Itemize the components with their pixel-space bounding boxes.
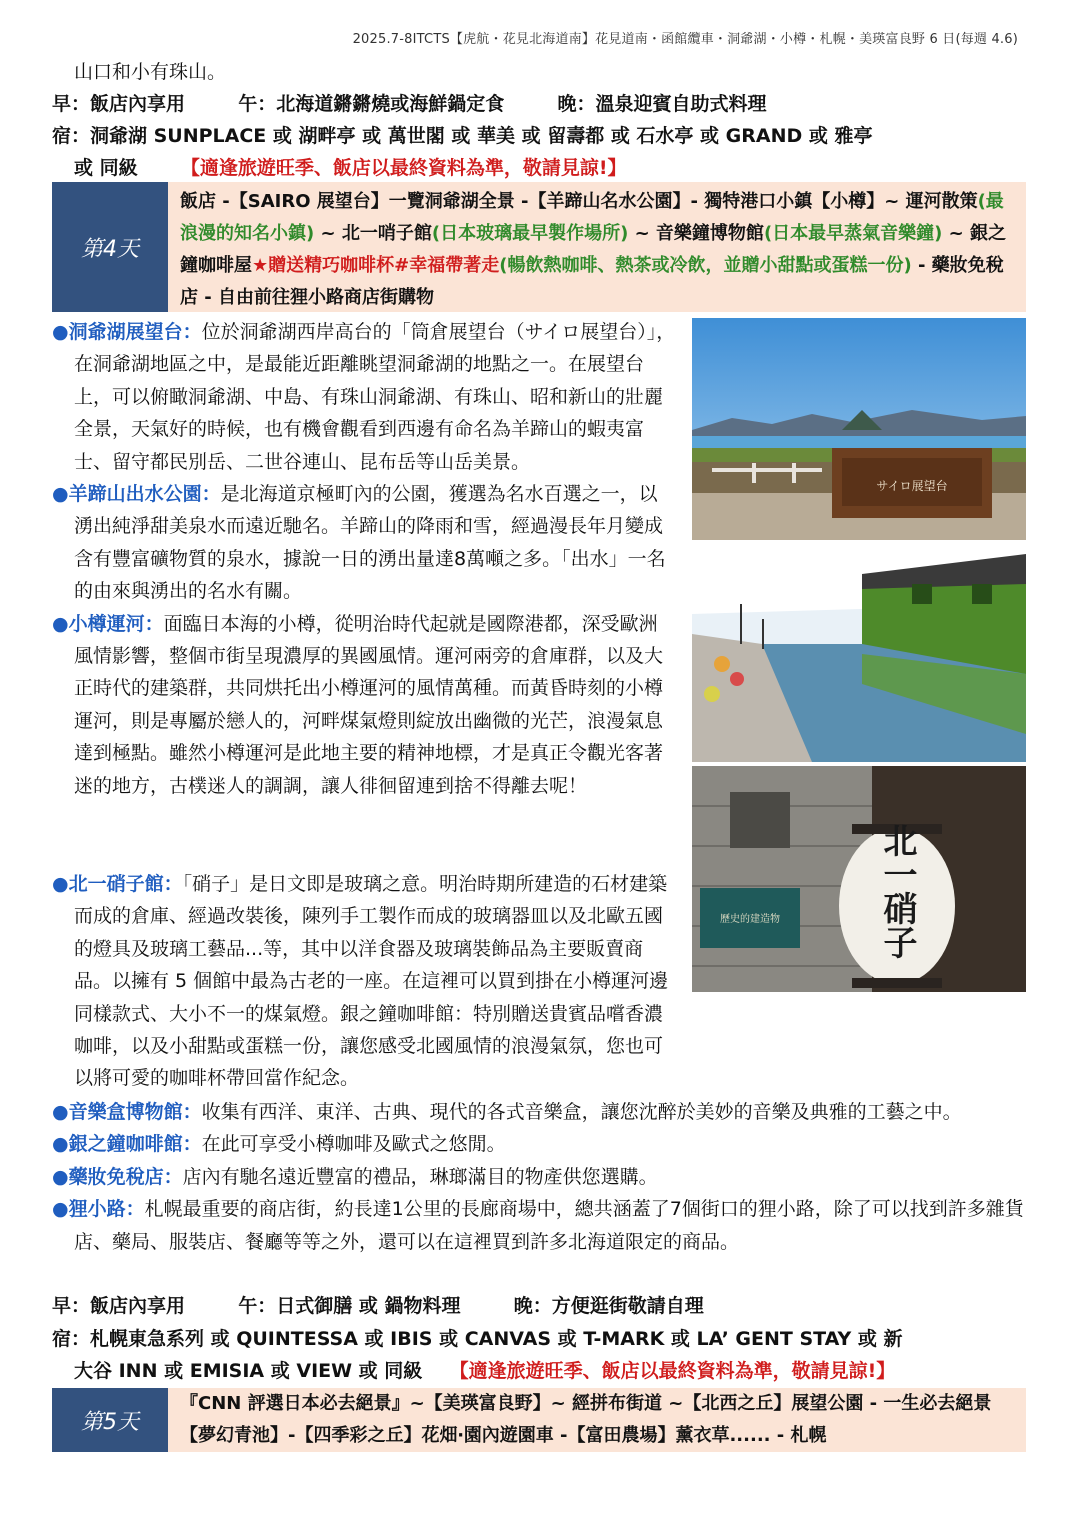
day4-hotel-or: 大谷 INN 或 EMISIA 或 VIEW 或 同級: [74, 1360, 423, 1382]
spot-drugstore: [52, 1161, 1026, 1193]
day4-it-p2-note: (日本玻璃最早製作場所): [431, 223, 629, 244]
spot-name: 羊蹄山出水公園：: [68, 483, 221, 506]
spot-cafe: [52, 1128, 1026, 1160]
spots-lower: [52, 1096, 1026, 1258]
day3-lunch: 午：北海道鏘鏘燒或海鮮鍋定食: [238, 93, 505, 115]
bullet-dot: ●: [52, 1198, 69, 1221]
day4-itinerary: [168, 182, 1026, 312]
bullet-dot: ●: [52, 873, 69, 895]
spot-name: 北一硝子館：: [68, 873, 183, 895]
photo-otaru-canal: [692, 544, 1026, 762]
spot-text: 面臨日本海的小樽，從明治時代起就是國際港都，深受歐洲風情影響，整個市街呈現濃厚的異國風情。運河兩旁的倉庫群，以及大正時代的建築群，共同烘托出小樽運河的風情萬種。而黃昏時刻的小樽運河，則是專屬於戀人的，河畔煤氣燈則綻放出幽微的光芒，浪漫氣息達到極點。雖然小樽運河是此地主要的精神地標，才是真正令觀光客著迷的地方，古樸迷人的調調，讓人徘徊留連到捨不得離去呢！: [74, 612, 664, 797]
bullet-dot: ●: [52, 1133, 69, 1156]
plaque-text: 歷史的建造物: [720, 914, 780, 925]
spot-tanukikoji: [52, 1193, 1026, 1258]
day4-it-p4: ~ 銀之鐘咖啡屋: [180, 223, 1007, 276]
page-header: 2025.7-8ITCTS【虎航・花見北海道南】花見道南・函館纜車・洞爺湖・小樽・札幌・美瑛富良野 6 日(每週 4.6): [352, 32, 1018, 47]
spot-lake-lookout: [52, 316, 676, 478]
bullet-dot: ●: [52, 1101, 69, 1123]
spot-canal: [52, 608, 676, 802]
day5-itinerary: 『CNN 評選日本必去絕景』~【美瑛富良野】~ 經拼布街道 ~【北西之丘】展望公園 - 一生必去絕景【夢幻青池】-【四季彩之丘】花畑‧園內遊園車 -【富田農場】薰衣草...... - 札幌: [168, 1388, 1026, 1452]
day4-it-p4-note: (暢飲熱咖啡、熱茶或冷飲，並贈小甜點或蛋糕一份): [499, 255, 912, 276]
spot-name: 洞爺湖展望台：: [68, 321, 202, 343]
day4-it-p3: ~ 音樂鐘博物館: [628, 223, 764, 244]
day4-banner: [52, 182, 1026, 312]
bullet-dot: ●: [52, 1165, 69, 1188]
spot-text: 店內有馳名遠近豐富的禮品，琳瑯滿目的物產供您選購。: [182, 1165, 658, 1188]
day4-label: 第4天: [52, 182, 168, 312]
day4-it-p5: - 藥妝免稅店 - 自由前往狸小路商店街購物: [180, 255, 1004, 308]
day4-lunch: 午：日式御膳 或 鍋物料理: [238, 1295, 461, 1317]
day4-meals: [52, 1290, 1026, 1322]
day3-meals: [52, 88, 1026, 120]
day4-hotel-note: 【適逢旅遊旺季、飯店以最終資料為準，敬請見諒!】: [449, 1360, 896, 1382]
spot-name: 狸小路：: [68, 1198, 145, 1221]
day3-breakfast: 早：飯店內享用: [52, 93, 186, 115]
day3-hotel-or: 或 同級: [74, 157, 138, 179]
spot-water-park: [52, 478, 676, 608]
bullet-dot: ●: [52, 612, 69, 635]
day3-intro-tail: 山口和小有珠山。: [74, 61, 227, 83]
lantern-text: 北一硝子: [877, 823, 917, 959]
day3-dinner: 晚：溫泉迎賓自助式料理: [557, 93, 767, 115]
spots-column: [52, 316, 676, 802]
spot-name: 小樽運河：: [68, 612, 164, 635]
day4-it-p1: 飯店 -【SAIRO 展望台】一覽洞爺湖全景 -【羊蹄山名水公園】- 獨特港口小鎮【小樽】~ 運河散策: [180, 191, 978, 212]
bullet-dot: ●: [52, 321, 69, 343]
day4-hotel-line1: 宿：札幌東急系列 或 QUINTESSA 或 IBIS 或 CANVAS 或 T-MARK 或 LA’ GENT STAY 或 新: [52, 1328, 903, 1350]
photo-otaru-canal-art: [692, 544, 1026, 762]
day4-dinner: 晚：方便逛街敬請自理: [513, 1295, 704, 1317]
spot-text: 「硝子」是日文即是玻璃之意。明治時期所建造的石材建築而成的倉庫、經過改裝後，陳列手工製作而成的玻璃器皿以及北歐五國的燈具及玻璃工藝品...等，其中以洋食器及玻璃裝飾品為主要販賣商品。以擁有 5 個館中最為古老的一座。在這裡可以買到掛在小樽運河邊同樣款式、大小不一的煤氣燈。銀之鐘咖啡館：特別贈送貴賓品嚐香濃咖啡，以及小甜點或蛋糕一份，讓您感受北國風情的浪漫氣氛，您也可以將可愛的咖啡杯帶回當作紀念。: [74, 873, 669, 1090]
day4-hotel-line2: [74, 1355, 1026, 1387]
spot-text: 收集有西洋、東洋、古典、現代的各式音樂盒，讓您沈醉於美妙的音樂及典雅的工藝之中。: [201, 1101, 962, 1123]
spot-text: 是北海道京極町內的公園，獲選為名水百選之一，以湧出純淨甜美泉水而遠近馳名。羊蹄山的降雨和雪，經過漫長年月變成含有豐富礦物質的泉水，據說一日的湧出量達8萬噸之多。「出水」一名的由來與湧出的名水有關。: [74, 483, 666, 603]
photo-kitaichi-glass-art: [692, 766, 1026, 992]
spot-text: 位於洞爺湖西岸高台的「筒倉展望台（サイロ展望台）」，在洞爺湖地區之中，是最能近距離眺望洞爺湖的地點之一。在展望台上，可以俯瞰洞爺湖、中島、有珠山洞爺湖、有珠山、昭和新山的壯麗全景，天氣好的時候，也有機會觀看到西邊有命名為羊蹄山的蝦夷富士、留守都民別岳、二世谷連山、昆布岳等山岳美景。: [74, 321, 676, 473]
day4-it-p2: ~ 北一哨子館: [314, 223, 432, 244]
photo-lake-lookout: [692, 318, 1026, 540]
spot-name: 藥妝免稅店：: [68, 1165, 183, 1188]
bullet-dot: ●: [52, 483, 69, 506]
spot-name: 音樂盒博物館：: [68, 1101, 202, 1123]
day4-it-p3-note: (日本最早蒸氣音樂鐘): [763, 223, 943, 244]
day4-breakfast: 早：飯店內享用: [52, 1295, 186, 1317]
day4-it-p1-note: (最浪漫的知名小鎮): [180, 191, 1004, 244]
day5-banner: [52, 1388, 1026, 1452]
photo-lake-lookout-art: [692, 318, 1026, 540]
spot-text: 札幌最重要的商店街，約長達1公里的長廊商場中，總共涵蓋了7個街口的狸小路，除了可以找到許多雜貨店、藥局、服裝店、餐廳等等之外，還可以在這裡買到許多北海道限定的商品。: [74, 1198, 1024, 1253]
photo-kitaichi-glass: [692, 766, 1026, 992]
day3-hotel-line1: 宿：洞爺湖 SUNPLACE 或 湖畔亭 或 萬世閣 或 華美 或 留壽都 或 石水亭 或 GRAND 或 雅亭: [52, 125, 873, 147]
day5-label: 第5天: [52, 1388, 168, 1452]
day3-hotel-note: 【適逢旅遊旺季、飯店以最終資料為準，敬請見諒!】: [180, 157, 627, 179]
sign-text: サイロ展望台: [876, 479, 948, 493]
spot-music-box: [52, 1096, 1026, 1128]
spot-name: 銀之鐘咖啡館：: [68, 1133, 202, 1156]
day3-hotel-line2: [74, 152, 1026, 184]
spot-text: 在此可享受小樽咖啡及歐式之悠閒。: [201, 1133, 506, 1156]
spot-glass: [52, 868, 676, 1090]
day4-it-gift: ★贈送精巧咖啡杯#幸福帶著走: [252, 255, 500, 276]
